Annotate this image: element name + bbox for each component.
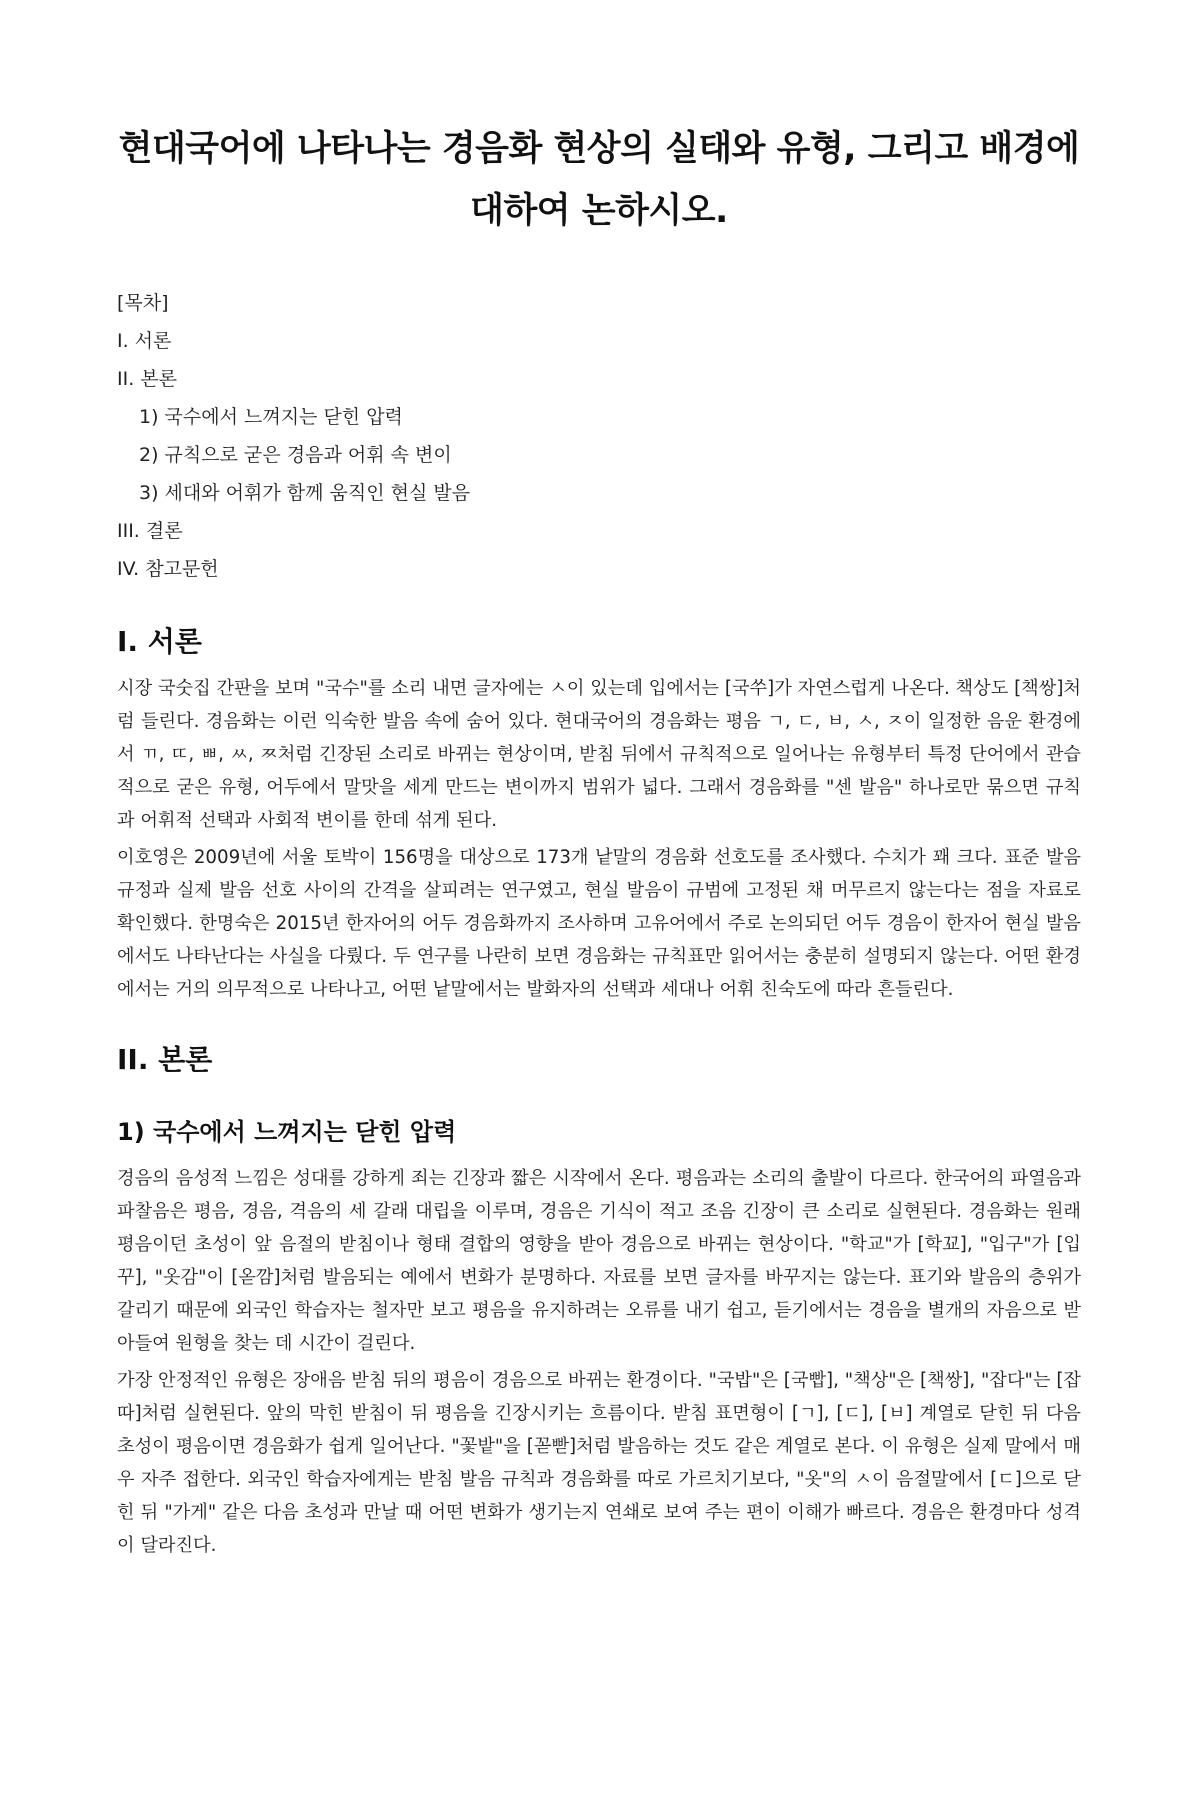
toc-item-references: IV. 참고문헌 (117, 558, 219, 580)
body-paragraph: 가장 안정적인 유형은 장애음 받침 뒤의 평음이 경음으로 바뀌는 환경이다. "국밥"은 [국빱], "책상"은 [책쌍], "잡다"는 [잡따]처럼 실현된다. 앞의 막힌 받침이 뒤 평음을 긴장시키는 흐름이다. 받침 표면형이 [ㄱ], [ㄷ], [ㅂ] 계열로 닫힌 뒤 다음 초성이 평음이면 경음화가 쉽게 일어난다. "꽃밭"을 [꼳빧]처럼 발음하는 것도 같은 계열로 본다. 이 유형은 실제 말에서 매우 자주 접한다. 외국인 학습자에게는 받침 발음 규칙과 경음화를 따로 가르치기보다, "옷"의 ㅅ이 음절말에서 [ㄷ]으로 닫힌 뒤 "가게" 같은 다음 초성과 만날 때 어떤 변화가 생기는지 연쇄로 보여 주는 편이 이해가 빠르다. 경음은 환경마다 성격이 달라진다. (117, 1370, 1081, 1556)
toc-item-intro: I. 서론 (117, 330, 172, 352)
toc-heading: [목차] (117, 292, 169, 314)
toc-item-body: II. 본론 (117, 368, 177, 390)
document-title: 현대국어에 나타나는 경음화 현상의 실태와 유형, 그리고 배경에 대하여 논하시오. (118, 129, 1080, 231)
body-paragraph: 경음의 음성적 느낌은 성대를 강하게 죄는 긴장과 짧은 시작에서 온다. 평음과는 소리의 출발이 다르다. 한국어의 파열음과 파찰음은 평음, 경음, 격음의 세 갈래 대립을 이루며, 경음은 기식이 적고 조음 긴장이 큰 소리로 실현된다. 경음화는 원래 평음이던 초성이 앞 음절의 받침이나 형태 결합의 영향을 받아 경음으로 바뀌는 현상이다. "학교"가 [학꾜], "입구"가 [입꾸], "옷감"이 [옫깜]처럼 발음되는 예에서 변화가 분명하다. 자료를 보면 글자를 바꾸지는 않는다. 표기와 발음의 층위가 갈리기 때문에 외국인 학습자는 철자만 보고 평음을 유지하려는 오류를 내기 쉽고, 듣기에서는 경음을 별개의 자음으로 받아들여 원형을 찾는 데 시간이 걸린다. (117, 1168, 1081, 1354)
toc-subitem-3: 3) 세대와 어휘가 함께 움직인 현실 발음 (139, 482, 471, 504)
subsection-heading-1: 1) 국수에서 느껴지는 닫힌 압력 (117, 1118, 457, 1146)
section-heading-body: II. 본론 (117, 1043, 213, 1076)
intro-paragraph: 시장 국숫집 간판을 보며 "국수"를 소리 내면 글자에는 ㅅ이 있는데 입에서는 [국쑤]가 자연스럽게 나온다. 책상도 [책쌍]처럼 들린다. 경음화는 이런 익숙한 발음 속에 숨어 있다. 현대국어의 경음화는 평음 ㄱ, ㄷ, ㅂ, ㅅ, ㅈ이 일정한 음운 환경에서 ㄲ, ㄸ, ㅃ, ㅆ, ㅉ처럼 긴장된 소리로 바뀌는 현상이며, 받침 뒤에서 규칙적으로 일어나는 유형부터 특정 단어에서 관습적으로 굳은 유형, 어두에서 말맛을 세게 만드는 변이까지 범위가 넓다. 그래서 경음화를 "센 발음" 하나로만 묶으면 규칙과 어휘적 선택과 사회적 변이를 한데 섞게 된다. (117, 678, 1081, 831)
toc-item-conclusion: III. 결론 (117, 520, 183, 542)
toc-subitem-1: 1) 국수에서 느껴지는 닫힌 압력 (139, 406, 403, 428)
table-of-contents (117, 284, 1081, 588)
toc-subitem-2: 2) 규칙으로 굳은 경음과 어휘 속 변이 (139, 444, 452, 466)
section-heading-intro: I. 서론 (117, 625, 202, 658)
intro-paragraph: 이호영은 2009년에 서울 토박이 156명을 대상으로 173개 낱말의 경음화 선호도를 조사했다. 수치가 꽤 크다. 표준 발음 규정과 실제 발음 선호 사이의 간격을 살피려는 연구였고, 현실 발음이 규범에 고정된 채 머무르지 않는다는 점을 자료로 확인했다. 한명숙은 2015년 한자어의 어두 경음화까지 조사하며 고유어에서 주로 논의되던 어두 경음이 한자어 현실 발음에서도 나타난다는 사실을 다뤘다. 두 연구를 나란히 보면 경음화는 규칙표만 읽어서는 충분히 설명되지 않는다. 어떤 환경에서는 거의 의무적으로 나타나고, 어떤 낱말에서는 발화자의 선택과 세대나 어휘 친숙도에 따라 흔들린다. (117, 847, 1081, 1000)
document-page (0, 118, 1200, 1814)
